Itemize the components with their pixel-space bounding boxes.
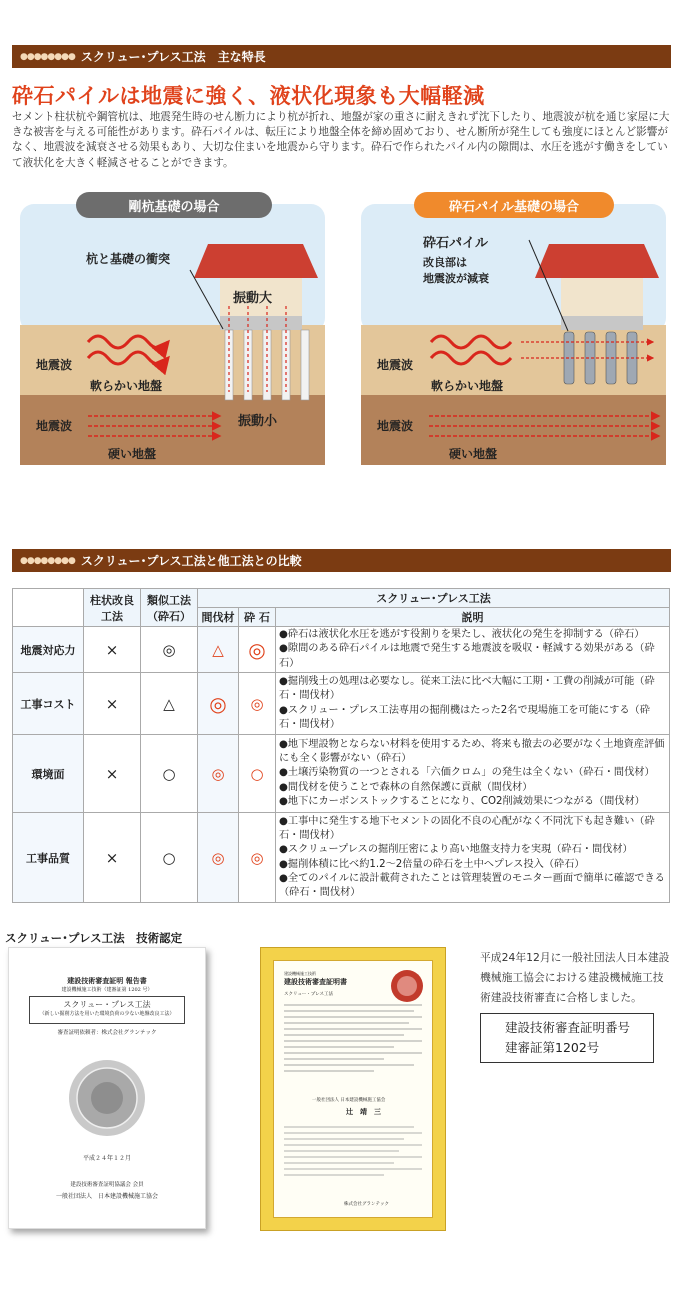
diagram-rigid-pile bbox=[20, 192, 325, 467]
cell-a: × bbox=[84, 813, 141, 903]
report-document bbox=[8, 947, 206, 1229]
gold-seal-icon bbox=[390, 969, 424, 1003]
label-note-1: 改良部は bbox=[423, 256, 467, 269]
doc2-method-name: スクリュー・プレス工法 bbox=[284, 992, 334, 997]
label-stone-pile: 砕石パイル bbox=[423, 236, 489, 251]
cell-b: △ bbox=[141, 673, 198, 735]
label-wave-top: 地震波 bbox=[377, 358, 414, 372]
doc2-signature: 辻 靖 三 bbox=[346, 1108, 381, 1116]
doc1-line1: 建設技術審査証明 報告書 bbox=[67, 976, 147, 985]
doc2-issuer: 一般社団法人 日本建設機械施工協会 bbox=[312, 1098, 386, 1103]
desc-line: ●隙間のある砕石パイルは地震で発生する地震波を吸収・軽減する効果がある（砕石） bbox=[279, 643, 655, 669]
cert-number-label: 建設技術審査証明番号 bbox=[505, 1020, 631, 1035]
desc-line: ●全てのパイルに設計載荷されたことは管理装置のモニター画面で簡単に確認できる（砕石・間伐材） bbox=[279, 872, 665, 898]
doc1-line2: 建設機械施工技術（建審証第 1202 号） bbox=[61, 987, 153, 993]
table-row bbox=[13, 627, 670, 673]
cell-c1: ◎ bbox=[198, 673, 239, 735]
row-label: 工事品質 bbox=[13, 813, 84, 903]
desc-line: ●砕石は液状化水圧を逃がす役割りを果たし、液状化の発生を抑制する（砕石） bbox=[279, 629, 645, 641]
table-row bbox=[13, 673, 670, 735]
label-big-vibration: 振動大 bbox=[233, 291, 273, 306]
cell-c1: △ bbox=[198, 627, 239, 673]
cell-desc bbox=[276, 627, 670, 673]
col-header-c: スクリュー･プレス工法 bbox=[198, 589, 670, 608]
cell-c1: ◎ bbox=[198, 735, 239, 813]
row-label: 地震対応力 bbox=[13, 627, 84, 673]
cell-b: ○ bbox=[141, 813, 198, 903]
row-label: 環境面 bbox=[13, 735, 84, 813]
doc2-heading2: 建設技術審査証明書 bbox=[284, 978, 347, 986]
desc-line: ●掘削残土の処理は必要なし。従来工法に比べ大幅に工期・工費の削減が可能（砕石・間伐材） bbox=[279, 676, 655, 702]
doc1-line4: （新しい掘削方法を用いた環境負荷の少ない地盤改良工法） bbox=[39, 1011, 175, 1017]
sub-header-desc: 説明 bbox=[276, 608, 670, 627]
label-note-2: 地震波が減衰 bbox=[423, 272, 489, 285]
certificate-annex-text bbox=[284, 1123, 424, 1193]
diagram-title: 砕石パイル基礎の場合 bbox=[414, 192, 614, 218]
desc-line: ●掘削体積に比べ約1.2～2倍量の砕石を土中へプレス投入（砕石） bbox=[279, 858, 585, 870]
desc-line: ●地下埋設物とならない材料を使用するため、将来も撤去の必要がなく土地資産評価にも全く影響がない（砕石） bbox=[279, 738, 665, 765]
section-title: スクリュー･プレス工法と他工法との比較 bbox=[80, 554, 302, 568]
doc1-date: 平成２４年１２月 bbox=[82, 1155, 131, 1162]
cert-number-box bbox=[480, 1013, 654, 1063]
cell-desc bbox=[276, 735, 670, 813]
label-hard-ground: 硬い地盤 bbox=[108, 447, 157, 461]
cert-number-value: 建審証第1202号 bbox=[505, 1040, 600, 1055]
label-hard-ground: 硬い地盤 bbox=[449, 447, 498, 461]
desc-line: ●スクリュープレスの掘削圧密により高い地盤支持力を実現（砕石・間伐材） bbox=[279, 844, 633, 856]
certificate-text-block bbox=[284, 1001, 424, 1091]
desc-line: ●スクリュー・プレス工法専用の掘削機はたった2名で現場施工を可能にする（砕石・間伐材） bbox=[279, 704, 650, 730]
desc-line: ●間伐材を使うことで森林の自然保護に貢献（間伐材） bbox=[279, 781, 533, 793]
doc1-title-box bbox=[29, 996, 185, 1024]
cell-b: ○ bbox=[141, 735, 198, 813]
doc1-line3: スクリュー・プレス工法 bbox=[63, 1000, 151, 1009]
cert-section-title: スクリュー･プレス工法 技術認定 bbox=[5, 931, 183, 945]
cell-c1: ◎ bbox=[198, 813, 239, 903]
table-row bbox=[13, 735, 670, 813]
sub-header-c1: 間伐材 bbox=[198, 608, 239, 627]
col-header-b: 類似工法（砕石） bbox=[141, 589, 198, 627]
cell-a: × bbox=[84, 627, 141, 673]
seal-emblem-icon bbox=[67, 1058, 147, 1138]
headline: 砕石パイルは地震に強く、液状化現象も大幅軽減 bbox=[12, 84, 485, 108]
desc-line: ●土壌汚染物質の一つとされる「六価クロム」の発生は全くない（砕石・間伐材） bbox=[279, 767, 655, 779]
corner-cell bbox=[13, 589, 84, 627]
diagram-crushed-stone-pile bbox=[361, 192, 666, 467]
cell-c2: ◎ bbox=[239, 813, 276, 903]
desc-line: ●工事中に発生する地下セメントの固化不良の心配がなく不同沈下も起き難い（砕石・間伐材） bbox=[279, 815, 655, 842]
label-wave-top: 地震波 bbox=[36, 358, 73, 372]
doc1-footer1: 建設技術審査証明協議会 会員 bbox=[70, 1182, 144, 1188]
certificate-paper bbox=[273, 960, 433, 1218]
doc2-company: 株式会社グランテック bbox=[344, 1202, 389, 1207]
cell-a: × bbox=[84, 735, 141, 813]
desc-line: ●地下にカーボンストックすることになり、CO2削減効果につながる（間伐材） bbox=[279, 795, 645, 807]
label-collision: 杭と基礎の衝突 bbox=[86, 252, 171, 266]
sub-header-c2: 砕 石 bbox=[239, 608, 276, 627]
doc1-footer2: 一般社団法人 日本建設機械施工協会 bbox=[55, 1193, 158, 1200]
comparison-table bbox=[12, 588, 670, 903]
section-title: スクリュー･プレス工法 主な特長 bbox=[80, 50, 266, 64]
decor-dots: ●●●●●●●● bbox=[20, 555, 75, 566]
cell-a: × bbox=[84, 673, 141, 735]
col-header-a: 柱状改良工法 bbox=[84, 589, 141, 627]
table-row bbox=[13, 813, 670, 903]
cell-c2: ○ bbox=[239, 735, 276, 813]
doc2-heading1: 建設機械施工技術 bbox=[284, 971, 316, 976]
certificate-document bbox=[260, 947, 446, 1231]
cell-b: ◎ bbox=[141, 627, 198, 673]
intro-paragraph: セメント柱状杭や鋼管杭は、地震発生時のせん断力により杭が折れ、地盤が家の重さに耐えきれず沈下したり、地震波が杭を通じ家屋に大きな被害を与える可能性があります。砕石パイルは、転圧により地盤全体を締め固めており、せん断所が発生しても強度にほとんど影響がなく、地震波を減衰させる効果もあり、大切な住まいを地震から守ります。砕石で作られたパイル内の隙間は、水圧を逃がす働きをしていて液状化を大きく軽減させることができます。 bbox=[12, 111, 670, 169]
cert-note: 平成24年12月に一般社団法人日本建設機械施工協会における建設機械施工技術建設技術審査に合格しました。 bbox=[480, 951, 670, 1004]
diagram-title: 剛杭基礎の場合 bbox=[76, 192, 272, 218]
label-soft-ground: 軟らかい地盤 bbox=[90, 379, 163, 393]
cell-c2: ◎ bbox=[239, 673, 276, 735]
cell-c2: ◎ bbox=[239, 627, 276, 673]
label-small-vibration: 振動小 bbox=[238, 414, 278, 429]
section-header-features bbox=[12, 45, 671, 68]
cell-desc bbox=[276, 813, 670, 903]
label-wave-bottom: 地震波 bbox=[377, 419, 414, 433]
row-label: 工事コスト bbox=[13, 673, 84, 735]
decor-dots: ●●●●●●●● bbox=[20, 51, 75, 62]
label-soft-ground: 軟らかい地盤 bbox=[431, 379, 504, 393]
doc1-line5: 審査証明依頼者：株式会社グランテック bbox=[57, 1030, 157, 1036]
cell-desc bbox=[276, 673, 670, 735]
label-wave-bottom: 地震波 bbox=[36, 419, 73, 433]
section-header-comparison bbox=[12, 549, 671, 572]
